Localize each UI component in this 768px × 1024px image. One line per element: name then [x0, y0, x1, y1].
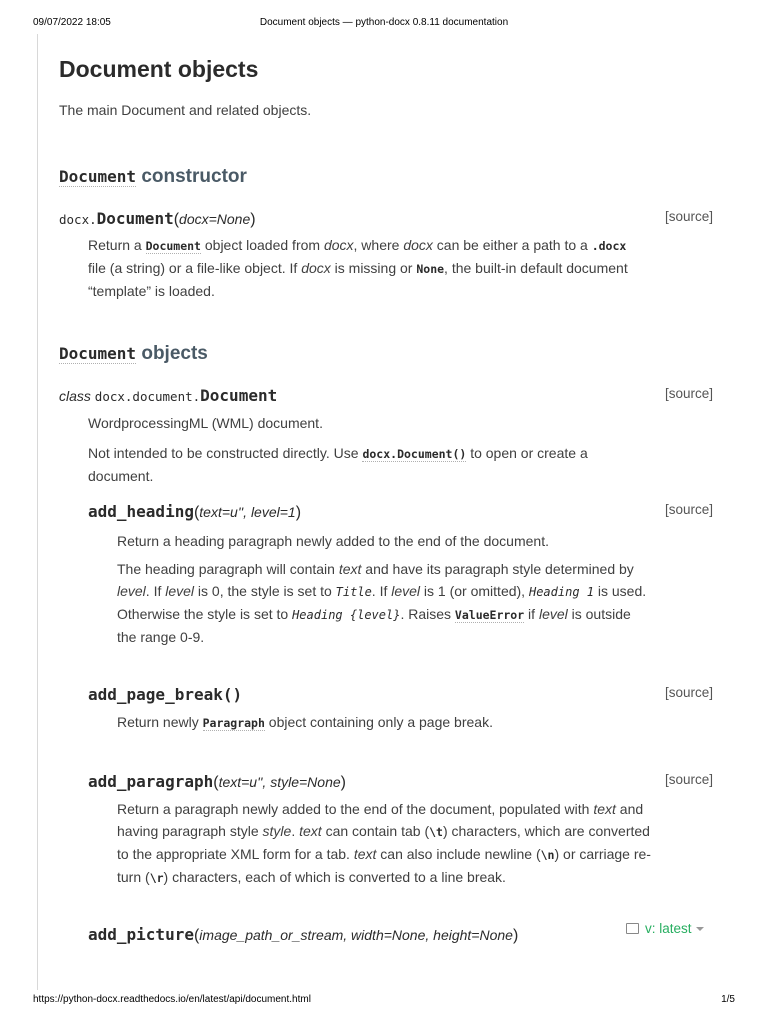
source-link[interactable]: [source] [664, 502, 713, 517]
source-link[interactable]: [source] [664, 685, 713, 700]
signature-add-heading: add_heading(text=u'', level=1) [88, 502, 302, 521]
add-heading-description-1: Return a heading paragraph newly added to the end of the document. [117, 533, 549, 549]
source-link[interactable]: [source] [664, 772, 713, 787]
caret-down-icon [696, 927, 704, 931]
section-code-label[interactable]: Document [59, 344, 137, 363]
content-left-rule [37, 34, 38, 990]
section-code-label[interactable]: Document [59, 167, 137, 186]
class-description-2: Not intended to be constructed directly. Use docx.Document() to open or create a document. [88, 445, 588, 484]
print-url: https://python-docx.readthedocs.io/en/latest/api/document.html [33, 994, 311, 1005]
add-paragraph-description: Return a paragraph newly added to the end of the document, populated with text and having paragraph style style. text can contain tab (\t) characters, which are converted to the appropriate XML form for a tab. text can also include newline (\n) or carriage re- turn (\r) characters, each of which is converted to a line break. [117, 801, 651, 885]
signature-class-document: class docx.document.Document [59, 386, 278, 405]
print-datetime: 09/07/2022 18:05 [33, 17, 111, 28]
signature-add-page-break: add_page_break() [88, 685, 243, 704]
section-text: constructor [136, 166, 247, 187]
print-header [0, 17, 768, 31]
section-heading-constructor [59, 166, 247, 188]
constructor-description: Return a Document object loaded from docx, where docx can be either a path to a .docx file (a string) or a file-like object. If docx is missing or None, the built-in default document “template” is loaded. [88, 237, 628, 299]
section-text: objects [136, 343, 208, 364]
signature-docx-document: docx.Document(docx=None) [59, 209, 256, 228]
version-label: v: latest [645, 921, 692, 936]
source-link[interactable]: [source] [664, 386, 713, 401]
signature-add-paragraph: add_paragraph(text=u'', style=None) [88, 772, 346, 791]
signature-add-picture: add_picture(image_path_or_stream, width=None, height=None) [88, 925, 519, 944]
class-description-1: WordprocessingML (WML) document. [88, 415, 323, 431]
page-title: Document objects [59, 56, 259, 82]
add-page-break-description: Return newly Paragraph object containing only a page break. [117, 714, 493, 730]
book-icon [626, 923, 639, 934]
intro-text: The main Document and related objects. [59, 102, 312, 118]
print-footer [0, 994, 768, 1008]
section-heading-objects [59, 343, 208, 365]
add-heading-description-2: The heading paragraph will contain text and have its paragraph style determined by level. If level is 0, the style is set to Title. If level is 1 (or omitted), Heading 1 is used. Otherwise the style is set to Heading {level}. Raises ValueError if level is outside the range 0-9. [117, 561, 647, 645]
version-selector[interactable] [626, 921, 704, 936]
print-page-number: 1/5 [721, 994, 735, 1005]
source-link[interactable]: [source] [664, 209, 713, 224]
print-title: Document objects — python-docx 0.8.11 documentation [259, 17, 509, 28]
